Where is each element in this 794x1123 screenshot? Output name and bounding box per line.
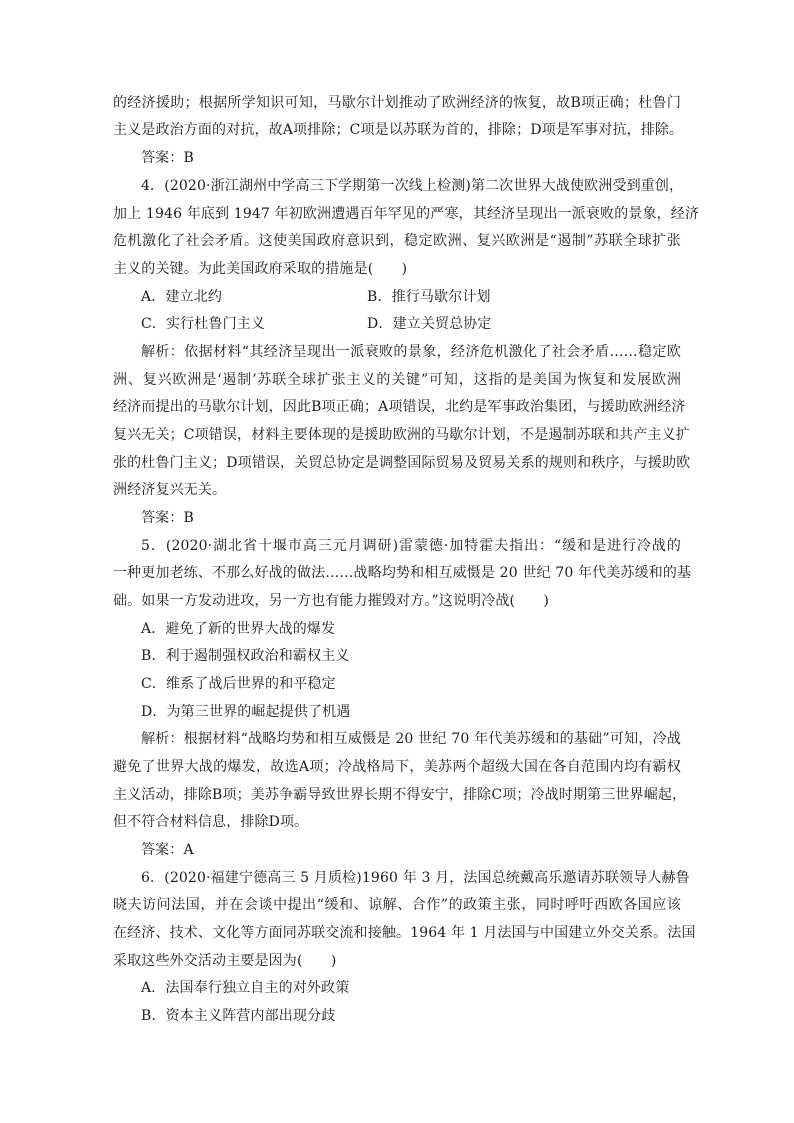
text-line: 采取这些外交活动主要是因为( ) <box>113 953 337 969</box>
text-line: 的经济援助；根据所学知识可知，马歇尔计划推动了欧洲经济的恢复，故B项正确；杜鲁门 <box>113 95 681 111</box>
question-5-stem: 5．(2020·湖北省十堰市高三元月调研)雷蒙德·加特霍夫指出：“缓和是进行冷战的 <box>141 538 681 554</box>
text-line: 在经济、技术、文化等方面同苏联交流和接触。1964 年 1 月法国与中国建立外交关系。法国 <box>113 925 696 941</box>
analysis-line: 解析：依据材料“其经济呈现出一派衰败的景象，经济危机激化了社会矛盾……稳定欧 <box>141 344 681 360</box>
answer-line: 答案：A <box>141 842 194 858</box>
question-4-stem: 4．(2020·浙江湖州中学高三下学期第一次线上检测)第二次世界大战使欧洲受到重创， <box>141 178 684 194</box>
option-a: A．建立北约 <box>141 289 223 305</box>
text-line: 经济而提出的马歇尔计划，因此B项正确；A项错误，北约是军事政治集团，与援助欧洲经济 <box>113 399 686 415</box>
text-line: 洲经济复兴无关。 <box>113 482 227 498</box>
text-line: 但不符合材料信息，排除D项。 <box>113 814 309 830</box>
text-line: 一种更加老练、不那么好战的做法……战略均势和相互威慑是 20 世纪 70 年代美苏缓和的基 <box>113 565 692 581</box>
text-line: 主义是政治方面的对抗，故A项排除；C项是以苏联为首的，排除；D项是军事对抗，排除。 <box>113 122 684 138</box>
option-b: B．利于遏制强权政治和霸权主义 <box>141 648 350 664</box>
text-line: 复兴无关；C项错误，材料主要体现的是援助欧洲的马歇尔计划，不是遏制苏联和共产主义扩 <box>113 427 690 443</box>
text-line: 张的杜鲁门主义；D项错误，关贸总协定是调整国际贸易及贸易关系的规则和秩序，与援助欧 <box>113 455 691 471</box>
text-line: 避免了世界大战的爆发，故选A项；冷战格局下，美苏两个超级大国在各自范围内均有霸权 <box>113 759 681 775</box>
option-b: B．推行马歇尔计划 <box>367 289 491 305</box>
answer-line: 答案：B <box>141 150 194 166</box>
text-line: 加上 1946 年底到 1947 年初欧洲遭遇百年罕见的严寒，其经济呈现出一派衰败的景象，经济 <box>113 206 700 222</box>
question-6-stem: 6．(2020·福建宁德高三 5 月质检)1960 年 3 月，法国总统戴高乐邀请苏联领导人赫鲁 <box>141 870 690 886</box>
text-line: 洲、复兴欧洲是‘遏制’苏联全球扩张主义的关键”可知，这指的是美国为恢复和发展欧洲 <box>113 372 681 388</box>
option-b: B．资本主义阵营内部出现分歧 <box>141 1008 336 1024</box>
text-line: 危机激化了社会矛盾。这使美国政府意识到，稳定欧洲、复兴欧洲是“遏制”苏联全球扩张 <box>113 233 681 249</box>
text-line: 晓夫访问法国，并在会谈中提出“缓和、谅解、合作”的政策主张，同时呼吁西欧各国应该 <box>113 897 681 913</box>
option-d: D．建立关贸总协定 <box>367 316 492 332</box>
text-line: 础。如果一方发动进攻，另一方也有能力摧毁对方。”这说明冷战( ) <box>113 593 550 609</box>
option-a: A．避免了新的世界大战的爆发 <box>141 621 336 637</box>
option-a: A．法国奉行独立自主的对外政策 <box>141 980 350 996</box>
analysis-line: 解析：根据材料“战略均势和相互威慑是 20 世纪 70 年代美苏缓和的基础”可知，冷战 <box>141 731 681 747</box>
option-c: C．实行杜鲁门主义 <box>141 316 266 332</box>
option-c: C．维系了战后世界的和平稳定 <box>141 676 336 692</box>
text-line: 主义活动，排除B项；美苏争霸导致世界长期不得安宁，排除C项；冷战时期第三世界崛起， <box>113 787 687 803</box>
option-d: D．为第三世界的崛起提供了机遇 <box>141 704 351 720</box>
answer-line: 答案：B <box>141 510 194 526</box>
text-line: 主义的关键。为此美国政府采取的措施是( ) <box>113 261 408 277</box>
